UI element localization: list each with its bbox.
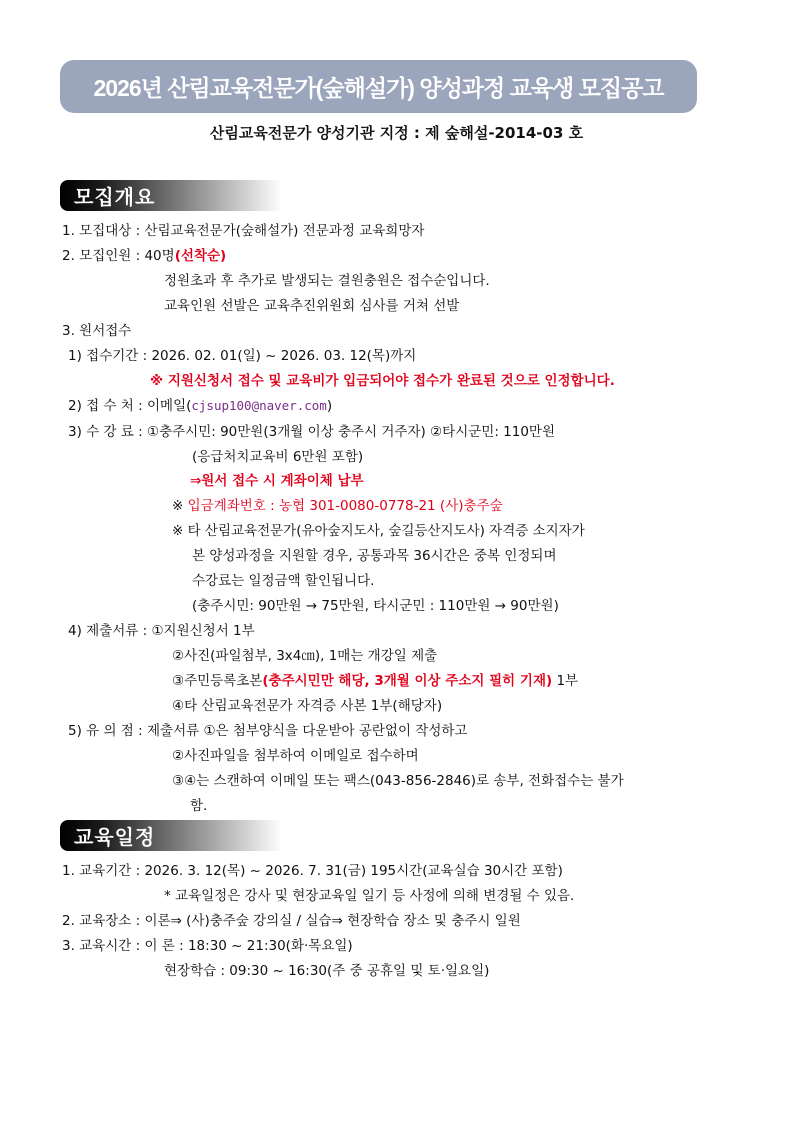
application-header: 3. 원서접수	[62, 323, 132, 339]
section-title: 모집개요	[74, 185, 156, 209]
section-header-schedule	[60, 820, 282, 851]
section-header-recruitment-overview	[60, 180, 282, 211]
notes-3: ③④는 스캔하여 이메일 또는 팩스(043-856-2846)로 송부, 전화접수는 불가	[172, 773, 624, 789]
schedule-period-note: * 교육일정은 강사 및 현장교육일 일기 등 사정에 의해 변경될 수 있음.	[164, 888, 575, 904]
schedule-place: 2. 교육장소 : 이론⇒ (사)충주숲 강의실 / 실습⇒ 현장학습 장소 및 충주시 일원	[62, 913, 521, 929]
designation-subtitle: 산림교육전문가 양성기관 지정 : 제 숲해설-2014-03 호	[209, 124, 584, 142]
notes-1: 5) 유 의 점 : 제출서류 ①은 첨부양식을 다운받아 공란없이 작성하고	[68, 723, 468, 739]
contact-label: 2) 접 수 처 : 이메일(	[68, 398, 192, 414]
schedule-period: 1. 교육기간 : 2026. 3. 12(목) ~ 2026. 7. 31(금) 195시간(교육실습 30시간 포함)	[62, 863, 563, 879]
recruit-capacity	[62, 247, 226, 265]
capacity-label: 2. 모집인원 : 40명	[62, 248, 175, 264]
capacity-line-2: 정원초과 후 추가로 발생되는 결원충원은 접수순입니다.	[164, 273, 490, 289]
docs-3	[172, 672, 578, 690]
fee-line-2: (응급처치교육비 6만원 포함)	[192, 449, 364, 465]
title-banner	[60, 60, 697, 113]
fee-discount-1: ※ 타 산림교육전문가(유아숲지도사, 숲길등산지도사) 자격증 소지자가	[172, 523, 585, 539]
contact-close: )	[326, 398, 333, 414]
notes-4: 함.	[190, 798, 208, 814]
schedule-time-field: 현장학습 : 09:30 ~ 16:30(주 중 공휴일 및 토·일요일)	[164, 963, 490, 979]
fee-discount-3: 수강료는 일정금액 할인됩니다.	[192, 573, 375, 589]
docs-1: 4) 제출서류 : ①지원신청서 1부	[68, 623, 255, 639]
first-come-note: (선착순)	[174, 248, 227, 264]
page-title: 2026년 산림교육전문가(숲해설가) 양성과정 교육생 모집공고	[93, 75, 664, 101]
docs-3-note: (충주시민만 해당, 3개월 이상 주소지 필히 기재)	[262, 673, 553, 689]
application-period: 1) 접수기간 : 2026. 02. 01(일) ~ 2026. 03. 12(목)까지	[68, 348, 417, 364]
fee-payment-method: ⇒원서 접수 시 계좌이체 납부	[190, 473, 364, 489]
notes-2: ②사진파일을 첨부하여 이메일로 접수하며	[172, 748, 419, 764]
docs-3-label: ③주민등록초본	[172, 673, 263, 689]
fee-line-1: 3) 수 강 료 : ①충주시민: 90만원(3개월 이상 충주시 거주자) ②타시군민: 110만원	[68, 424, 556, 440]
application-contact	[68, 397, 332, 415]
section-title: 교육일정	[74, 825, 156, 849]
docs-2: ②사진(파일첨부, 3x4㎝), 1매는 개강일 제출	[172, 648, 438, 664]
fee-discount-4: (충주시민: 90만원 → 75만원, 타시군민 : 110만원 → 90만원)	[192, 598, 559, 614]
fee-discount-2: 본 양성과정을 지원할 경우, 공통과목 36시간은 중복 인정되며	[192, 548, 557, 564]
reference-mark-icon: ※	[172, 498, 184, 514]
application-notice: ※ 지원신청서 접수 및 교육비가 입금되어야 접수가 완료된 것으로 인정합니다.	[150, 373, 615, 389]
docs-3-count: 1부	[552, 673, 579, 689]
contact-email-link[interactable]: cjsup100@naver.com	[191, 398, 327, 413]
schedule-time-theory: 3. 교육시간 : 이 론 : 18:30 ~ 21:30(화·목요일)	[62, 938, 353, 954]
capacity-line-3: 교육인원 선발은 교육추진위원회 심사를 거쳐 선발	[164, 298, 460, 314]
docs-4: ④타 산림교육전문가 자격증 사본 1부(해당자)	[172, 698, 443, 714]
account-number: 입금계좌번호 : 농협 301-0080-0778-21 (사)충주숲	[187, 498, 503, 514]
recruit-target: 1. 모집대상 : 산림교육전문가(숲해설가) 전문과정 교육희망자	[62, 223, 425, 239]
fee-account	[172, 497, 503, 515]
